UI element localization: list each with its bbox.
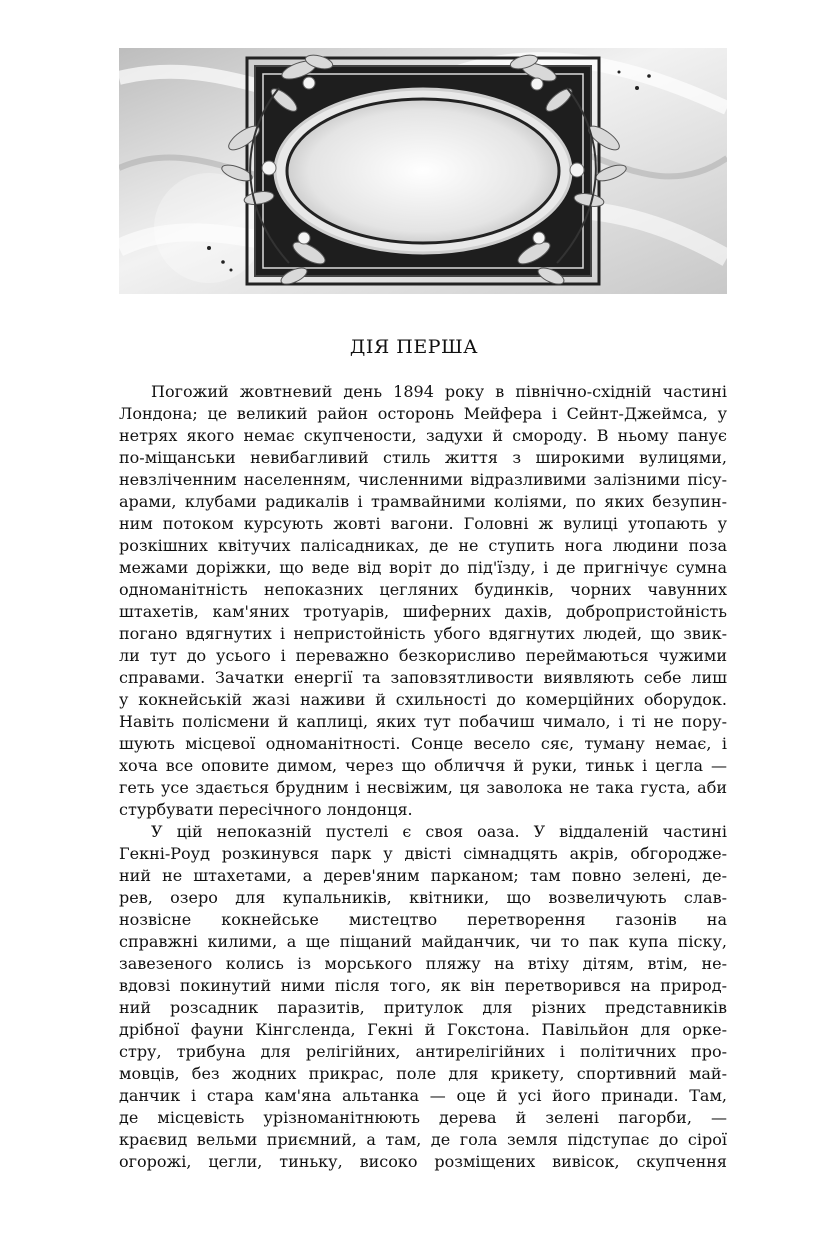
- text-line: нозвісне кокнейське мистецтво перетворення газонів на: [119, 910, 727, 929]
- text-line: невзліченним населенням, численними відразливими залізними пісу-: [119, 470, 727, 489]
- chapter-title: ДІЯ ПЕРША: [349, 336, 479, 358]
- text-line: штахетів, кам'яних тротуарів, шиферних дахів, добропристойність: [119, 602, 727, 621]
- text-line: межами доріжки, що веде від воріт до під'їзду, і де пригнічує сумна: [119, 558, 727, 577]
- text-line: Лондона; це великий район осторонь Мейфера і Сейнт-Джеймса, у: [119, 404, 727, 423]
- text-line: краєвид вельми приємний, а там, де гола земля підступає до сірої: [119, 1130, 727, 1149]
- text-line: арами, клубами радикалів і трамвайними коліями, по яких безупин-: [119, 492, 727, 511]
- text-line: погано вдягнутих і непристойність убого вдягнутих людей, що звик-: [119, 624, 727, 643]
- text-line: дрібної фауни Кінгсленда, Гекні й Гокстона. Павільйон для орке-: [119, 1020, 727, 1039]
- text-line: справжні килими, а ще піщаний майданчик, чи то пак купа піску,: [119, 932, 727, 951]
- decorative-frame-illustration: [119, 48, 727, 294]
- text-line: У цій непоказній пустелі є своя оаза. У віддаленій частині: [151, 822, 727, 841]
- text-line: рев, озеро для купальників, квітники, що возвеличують слав-: [119, 888, 727, 907]
- text-line: шують місцевої одноманітності. Сонце весело сяє, туману немає, і: [119, 734, 727, 753]
- text-line: мовців, без жодних прикрас, поле для крикету, спортивний май-: [119, 1064, 727, 1083]
- text-line: ли тут до усього і переважно безкорисливо переймаються чужими: [119, 646, 727, 665]
- text-line: Погожий жовтневий день 1894 року в північно-східній частині: [151, 382, 727, 401]
- text-line: по-міщанськи невибагливий стиль життя з широкими вулицями,: [119, 448, 727, 467]
- text-line: розкішних квітучих палісадниках, де не ступить нога людини поза: [119, 536, 727, 555]
- text-line: стурбувати пересічного лондонця.: [119, 800, 413, 819]
- paragraph: [119, 821, 727, 1173]
- text-line: геть усе здається брудним і несвіжим, ця заволока не така густа, аби: [119, 778, 727, 797]
- text-line: ний розсадник паразитів, притулок для різних представників: [119, 998, 727, 1017]
- text-line: данчик і стара кам'яна альтанка — оце й усі його принади. Там,: [119, 1086, 727, 1105]
- text-line: завезеного колись із морського пляжу на втіху дітям, втім, не-: [119, 954, 727, 973]
- paragraph: [119, 381, 727, 821]
- text-line: хоча все оповите димом, через що обличчя й руки, тиньк і цегла —: [119, 756, 727, 775]
- text-line: де місцевість урізноманітнюють дерева й зелені пагорби, —: [119, 1108, 727, 1127]
- text-line: огорожі, цегли, тиньку, високо розміщених вивісок, скупчення: [119, 1152, 727, 1171]
- text-line: стру, трибуна для релігійних, антирелігійних і політичних про-: [119, 1042, 727, 1061]
- text-line: ним потоком курсують жовті вагони. Головні ж вулиці утопають у: [119, 514, 727, 533]
- text-line: Навіть полісмени й каплиці, яких тут побачиш чимало, і ті не пору-: [119, 712, 727, 731]
- text-line: у кокнейській жазі наживи й схильності до комерційних оборудок.: [119, 690, 727, 709]
- body-text: [119, 381, 727, 1173]
- text-line: нетрях якого немає скупчености, задухи й смороду. В ньому панує: [119, 426, 727, 445]
- text-line: вдовзі покинутий ними після того, як він перетворився на природ-: [119, 976, 727, 995]
- text-line: ний не штахетами, а дерев'яним парканом; там повно зелені, де-: [119, 866, 727, 885]
- text-line: Гекні-Роуд розкинувся парк у двісті сімнадцять акрів, обгородже-: [119, 844, 727, 863]
- text-line: справами. Зачатки енергії та заповзятливости виявляють себе лиш: [119, 668, 727, 687]
- text-line: одноманітність непоказних цегляних будинків, чорних чавунних: [119, 580, 727, 599]
